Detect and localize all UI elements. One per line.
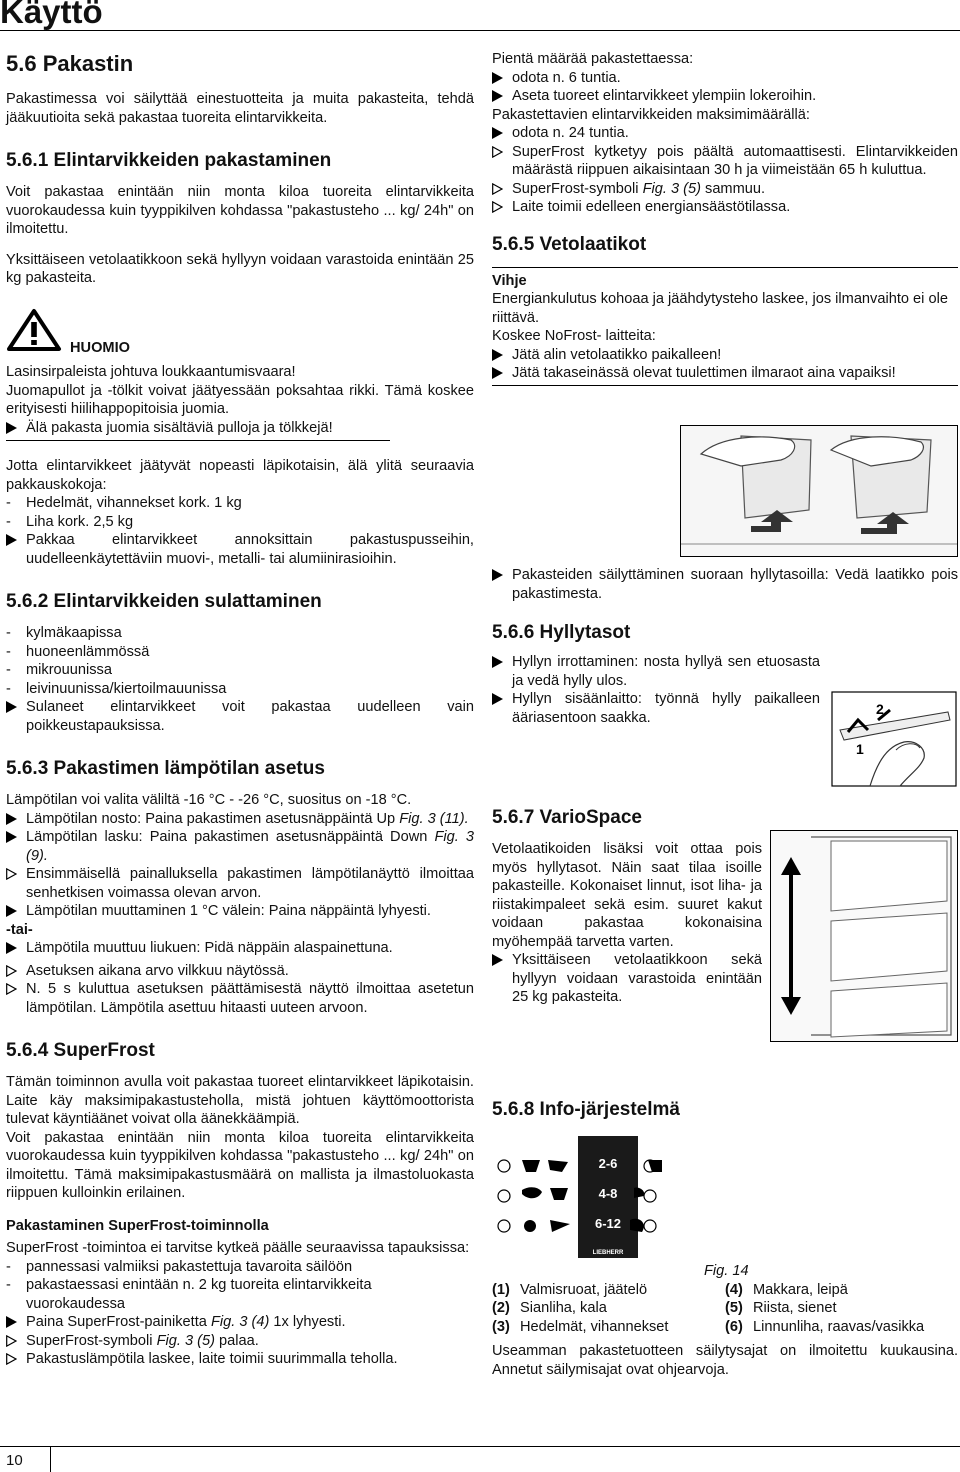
- list-item: Laite toimii edelleen energiansäästötilassa.: [492, 198, 958, 217]
- result-arrow-icon: [6, 962, 26, 977]
- result-arrow-icon: [492, 198, 512, 213]
- info-system-section: [492, 1098, 958, 1130]
- footer-rule: [0, 1446, 960, 1447]
- paragraph: Voit pakastaa enintään niin monta kiloa tuoreita elintarvikkeita vuorokaudessa kuin tyyppikilven kohdassa "pakastusteho ... kg/ 24h" on ilmoitettu. Tämä maksimipakastusmäärä on mallista ja ilmastoluokasta riippuen kulloinkin erilainen.: [6, 1129, 474, 1201]
- paragraph: Useamman pakastetuotteen säilytysajat on ilmoitettu kuukausina. Annetut säilymisajat ovat ohjearvoja.: [492, 1343, 958, 1378]
- warning-header: [6, 308, 474, 358]
- action-arrow-icon: [492, 69, 512, 84]
- info-legend: [492, 1281, 958, 1337]
- list-item: Yksittäiseen vetolaatikkoon sekä hyllyyn voidaan varastoida enintään 25 kg pakasteita.: [492, 951, 762, 1007]
- list-item: Asetuksen aikana arvo vilkkuu näytössä.: [6, 962, 474, 981]
- section-heading-5-6-7: 5.6.7 VarioSpace: [492, 807, 642, 828]
- list-item: - Liha kork. 2,5 kg: [6, 513, 134, 530]
- action-arrow-icon: [6, 939, 26, 954]
- legend-text: Valmisruoat, jäätelö: [520, 1281, 648, 1298]
- list-item: Hyllyn sisäänlaitto: työnnä hylly paikalleen ääriasentoon saakka.: [492, 690, 820, 727]
- section-heading-5-6-3: 5.6.3 Pakastimen lämpötilan asetus: [6, 758, 325, 779]
- section-heading-5-6-5: 5.6.5 Vetolaatikot: [492, 233, 647, 255]
- legend-text: Makkara, leipä: [753, 1281, 848, 1298]
- list-item: Ensimmäisellä painalluksella pakastimen lämpötilanäyttö ilmoittaa senhetkisen voimassa olevan arvon.: [6, 865, 474, 902]
- info-panel-row3: 6-12: [594, 1216, 622, 1231]
- paragraph: Energiankulutus kohoaa ja jäähdytysteho laskee, jos ilmanvaihto ei ole riittävä.: [492, 291, 948, 326]
- page-header: [0, 0, 960, 30]
- result-arrow-icon: [6, 865, 26, 880]
- list-item: - pakastaessasi enintään n. 2 kg tuoreita elintarvikkeita vuorokaudessa: [6, 1277, 372, 1312]
- section-heading-5-6-2: 5.6.2 Elintarvikkeiden sulattaminen: [6, 591, 322, 612]
- list-item: Pakkaa elintarvikkeet annoksittain pakastuspusseihin, uudelleenkäytettäviin muovi-, metalli- tai alumiinirasioihin.: [6, 531, 474, 568]
- list-item: SuperFrost-symboli Fig. 3 (5) sammuu.: [492, 180, 958, 199]
- variospace-section: [492, 806, 762, 1007]
- list-item: - Hedelmät, vihannekset kork. 1 kg: [6, 495, 242, 511]
- list-item: - pannessasi valmiiksi pakastettuja tavaroita säilöön: [6, 1258, 353, 1275]
- result-arrow-icon: [492, 180, 512, 195]
- result-arrow-icon: [6, 980, 26, 995]
- figure-number-2: 2: [876, 701, 884, 717]
- paragraph: Koskee NoFrost- laitteita:: [492, 328, 656, 344]
- legend-number: (5): [725, 1300, 743, 1316]
- warning-text: Juomapullot ja -tölkit voivat jäätyessään poksahtaa rikki. Tämä koskee erityisesti hiilihappopitoisia juomia.: [6, 382, 474, 417]
- legend-text: Riista, sienet: [753, 1300, 837, 1316]
- action-arrow-icon: [6, 828, 26, 843]
- list-item: Jätä takaseinässä olevat tuulettimen ilmaraot aina vapaiksi!: [492, 364, 958, 383]
- action-arrow-icon: [6, 698, 26, 713]
- tip-title: Vihje: [492, 272, 527, 289]
- warning-triangle-icon: [6, 308, 62, 358]
- list-item: - kylmäkaapissa: [6, 625, 122, 641]
- list-item: Lämpötila muuttuu liukuen: Pidä näppäin alaspainettuna.: [6, 939, 474, 958]
- list-item: - mikrouunissa: [6, 662, 112, 678]
- info-legend-section: [492, 1262, 958, 1379]
- action-arrow-icon: [492, 690, 512, 705]
- action-arrow-icon: [6, 531, 26, 546]
- section-heading-5-6-6: 5.6.6 Hyllytasot: [492, 622, 631, 643]
- figure-label: Fig. 14: [704, 1263, 749, 1279]
- legend-number: (2): [492, 1300, 510, 1316]
- list-item: Jätä alin vetolaatikko paikalleen!: [492, 346, 958, 365]
- footer-divider: [50, 1446, 51, 1472]
- or-separator: -tai-: [6, 921, 33, 938]
- action-arrow-icon: [492, 364, 512, 379]
- list-item: odota n. 24 tuntia.: [492, 124, 958, 143]
- action-arrow-icon: [6, 419, 26, 434]
- list-item: Pakastuslämpötila laskee, laite toimii suurimmalla teholla.: [6, 1350, 474, 1369]
- paragraph: Jotta elintarvikkeet jäätyvät nopeasti läpikotaisin, älä ylitä seuraavia pakkauskokoja:: [6, 458, 474, 493]
- action-arrow-icon: [6, 902, 26, 917]
- info-panel-logo: LIEBHERR: [592, 1250, 624, 1256]
- paragraph: Vetolaatikoiden lisäksi voit ottaa pois myös hyllytasot. Näin saat tilaa isoille pakasteille. Kokonaiset linnut, isot liha- ja riistakimpaleet sekä esim. suuret kakut voidaan pakastaa kokonaisina myöhempää tarvetta varten.: [492, 841, 762, 950]
- list-item: Pakasteiden säilyttäminen suoraan hyllytasoilla: Vedä laatikko pois pakastimesta.: [492, 566, 958, 603]
- header-rule: [0, 30, 960, 31]
- drawer-illustration: [680, 425, 958, 557]
- list-item: - huoneenlämmössä: [6, 643, 150, 660]
- result-arrow-icon: [492, 143, 512, 158]
- action-arrow-icon: [6, 810, 26, 825]
- section-heading-5-6-8: 5.6.8 Info-järjestelmä: [492, 1099, 680, 1120]
- list-item: SuperFrost kytketyy pois päältä automaattisesti. Elintarvikkeiden määrästä riippuen aikaisintaan 30 h ja viimeistään 65 h kuluttua.: [492, 143, 958, 180]
- legend-text: Linnunliha, raavas/vasikka: [753, 1318, 925, 1335]
- list-item: odota n. 6 tuntia.: [492, 69, 958, 88]
- paragraph: Pakastettavien elintarvikkeiden maksimimäärällä:: [492, 106, 810, 123]
- action-arrow-icon: [492, 124, 512, 139]
- paragraph: Pakastimessa voi säilyttää einestuotteita ja muita pakasteita, tehdä jääkuutioita sekä pakastaa tuoreita elintarvikkeita.: [6, 91, 474, 126]
- warning-title: HUOMIO: [70, 340, 130, 356]
- legend-number: (6): [725, 1318, 743, 1335]
- list-item: Lämpötilan muuttaminen 1 °C välein: Paina näppäintä lyhyesti.: [6, 902, 474, 921]
- shelf-illustration: [830, 690, 958, 788]
- list-item: Hyllyn irrottaminen: nosta hyllyä sen etuosasta ja vedä hylly ulos.: [492, 653, 820, 690]
- paragraph: Voit pakastaa enintään niin monta kiloa tuoreita elintarvikkeita vuorokaudessa kuin tyyppikilven kohdassa "pakastusteho ... kg/ 24h" on ilmoitettu.: [6, 184, 474, 237]
- right-column-top: [492, 50, 958, 386]
- paragraph: Yksittäiseen vetolaatikkoon sekä hyllyyn voidaan varastoida enintään 25 kg pakasteita.: [6, 251, 474, 286]
- warning-text: Lasinsirpaleista johtuva loukkaantumisvaara!: [6, 364, 296, 380]
- action-arrow-icon: [492, 566, 512, 581]
- action-arrow-icon: [492, 653, 512, 668]
- paragraph: SuperFrost -toimintoa ei tarvitse kytkeä päälle seuraavissa tapauksissa:: [6, 1240, 470, 1256]
- list-item: Aseta tuoreet elintarvikkeet ylempiin lokeroihin.: [492, 87, 958, 106]
- figure-number-1: 1: [856, 741, 864, 757]
- page-number: 10: [6, 1452, 23, 1469]
- result-arrow-icon: [6, 1350, 26, 1365]
- action-arrow-icon: [492, 346, 512, 361]
- list-item: Lämpötilan nosto: Paina pakastimen asetusnäppäintä Up Fig. 3 (11).: [6, 810, 474, 829]
- legend-number: (4): [725, 1281, 743, 1298]
- info-panel-row1: 2-6: [598, 1156, 618, 1171]
- action-arrow-icon: [6, 1313, 26, 1328]
- legend-number: (1): [492, 1281, 510, 1298]
- list-item: - leivinuunissa/kiertoilmauunissa: [6, 680, 227, 697]
- result-arrow-icon: [6, 1332, 26, 1347]
- legend-number: (3): [492, 1318, 510, 1335]
- list-item: Paina SuperFrost-painiketta Fig. 3 (4) 1x lyhyesti.: [6, 1313, 474, 1332]
- variospace-illustration: [770, 830, 958, 1042]
- list-item: SuperFrost-symboli Fig. 3 (5) palaa.: [6, 1332, 474, 1351]
- tip-rule: [492, 267, 958, 268]
- section-heading-5-6-4: 5.6.4 SuperFrost: [6, 1040, 155, 1061]
- list-item: Lämpötilan lasku: Paina pakastimen asetusnäppäintä Down Fig. 3 (9).: [6, 828, 474, 865]
- left-column: [6, 50, 474, 1369]
- action-arrow-icon: [492, 87, 512, 102]
- chapter-title: Käyttö: [0, 0, 103, 30]
- legend-text: Sianliha, kala: [520, 1300, 607, 1316]
- drawer-illustration-drawing: [681, 426, 957, 556]
- section-heading-5-6: 5.6 Pakastin: [6, 51, 134, 76]
- list-item: N. 5 s kuluttua asetuksen päättämisestä näyttö ilmoittaa asetetun lämpötilan. Lämpötila asettuu hitaasti uuteen arvoon.: [6, 980, 474, 1017]
- subheading: Pakastaminen SuperFrost-toiminnolla: [6, 1217, 269, 1234]
- list-item: Sulaneet elintarvikkeet voit pakastaa uudelleen vain poikkeustapauksissa.: [6, 698, 474, 735]
- list-item: Älä pakasta juomia sisältäviä pulloja ja tölkkejä!: [6, 419, 474, 438]
- info-system-illustration: [492, 1132, 662, 1262]
- action-arrow-icon: [492, 951, 512, 966]
- legend-text: Hedelmät, vihannekset: [520, 1318, 669, 1335]
- paragraph: Pientä määrää pakastettaessa:: [492, 51, 694, 67]
- tip-rule: [492, 385, 958, 386]
- section-heading-5-6-1: 5.6.1 Elintarvikkeiden pakastaminen: [6, 150, 332, 171]
- info-panel-row2: 4-8: [598, 1186, 618, 1201]
- paragraph: Lämpötilan voi valita väliltä -16 °C - -26 °C, suositus on -18 °C.: [6, 792, 412, 808]
- paragraph: Tämän toiminnon avulla voit pakastaa tuoreet elintarvikkeet läpikotaisin. Laite käy maksimipakastusteholla, mistä johtuen käyttömoottorista tulevat käyntiäänet voivat olla äänekkäämpiä.: [6, 1074, 474, 1127]
